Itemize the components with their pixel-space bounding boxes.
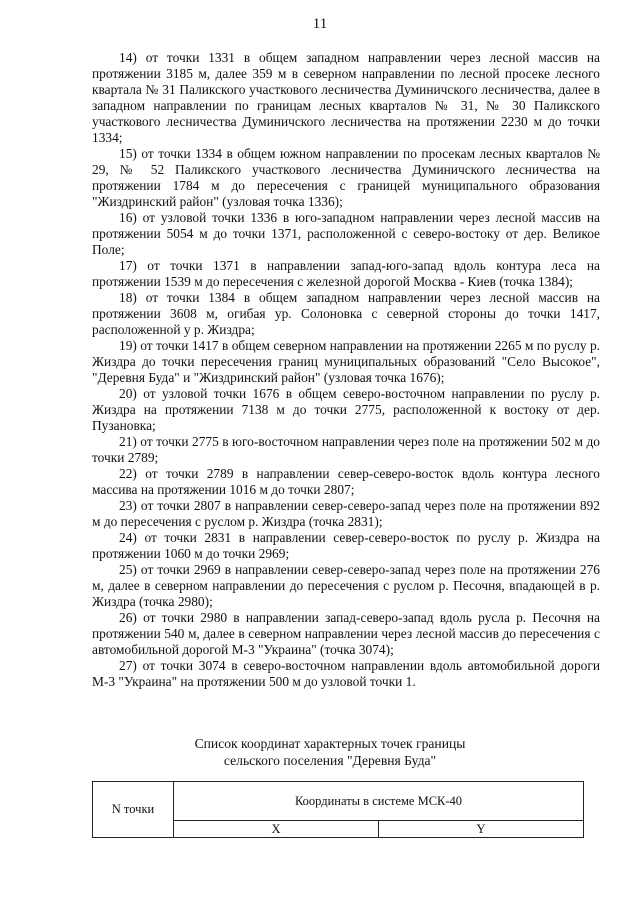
paragraph-16: 16) от узловой точки 1336 в юго-западном направлении через лесной массив на протяжении 5054 м до точки 1371, расположенной с северо-востоку от дер. Великое Поле; — [92, 210, 600, 257]
paragraph-20: 20) от узловой точки 1676 в общем северо-восточном направлении по руслу р. Жиздра на протяжении 7138 м до точки 2775, расположенной к востоку от дер. Пузановка; — [92, 386, 600, 433]
paragraph-18: 18) от точки 1384 в общем западном направлении через лесной массив на протяжении 3608 м, огибая ур. Солоновка с северной стороны до точки 1417, расположенной у р. Жиздра; — [92, 290, 600, 337]
table-caption — [150, 735, 510, 769]
paragraph-25: 25) от точки 2969 в направлении север-северо-запад через поле на протяжении 276 м, далее в северном направлении до пересечения с руслом р. Песочня, впадающей в р. Жиздра (точка 2980); — [92, 562, 600, 609]
paragraph-24: 24) от точки 2831 в направлении север-северо-восток по руслу р. Жиздра на протяжении 1060 м до точки 2969; — [92, 530, 600, 561]
paragraph-27: 27) от точки 3074 в северо-восточном направлении вдоль автомобильной дороги М-3 "Украина" на протяжении 500 м до узловой точки 1. — [92, 658, 600, 689]
coordinates-table — [92, 781, 584, 838]
paragraph-26: 26) от точки 2980 в направлении запад-северо-запад вдоль русла р. Песочня на протяжении 540 м, далее в северном направлении через лесной массив до пересечения с автомобильной дорогой М-3 "Украина" (точка 3074); — [92, 610, 600, 657]
paragraph-17: 17) от точки 1371 в направлении запад-юго-запад вдоль контура леса на протяжении 1539 м до пересечения с железной дорогой Москва - Киев (точка 1384); — [92, 258, 600, 289]
paragraph-22: 22) от точки 2789 в направлении север-северо-восток вдоль контура лесного массива на протяжении 1016 м до точки 2807; — [92, 466, 600, 497]
paragraph-14: 14) от точки 1331 в общем западном направлении через лесной массив на протяжении 3185 м, далее 359 м в северном направлении по лесной просеке лесного квартала № 31 Паликского участкового лесничества Думиничского лесничества, далее в западном направлении по границам лесных кварталов № 31, № 30 Паликского участкового лесничества Думиничского лесничества на протяжении 2230 м до точки 1334; — [92, 50, 600, 145]
caption-line-2: сельского поселения "Деревня Буда" — [223, 753, 437, 768]
header-point-number: N точки — [93, 782, 174, 838]
table-header-row — [93, 782, 584, 821]
page-number: 11 — [312, 16, 328, 32]
paragraph-21: 21) от точки 2775 в юго-восточном направлении через поле на протяжении 502 м до точки 2789; — [92, 434, 600, 465]
paragraph-15: 15) от точки 1334 в общем южном направлении по просекам лесных кварталов № 29, № 52 Паликского участкового лесничества Думиничского лесничества на протяжении 1784 м до пересечения с границей муниципального образования "Жиздринский район" (узловая точка 1336); — [92, 146, 600, 209]
header-coordinates: Координаты в системе МСК-40 — [174, 782, 584, 821]
caption-line-1: Список координат характерных точек границы — [194, 736, 466, 751]
paragraph-19: 19) от точки 1417 в общем северном направлении на протяжении 2265 м по руслу р. Жиздра до точки пересечения границ муниципальных образований "Село Высокое", "Деревня Буда" и "Жиздринский район" (узловая точка 1676); — [92, 338, 600, 385]
paragraph-23: 23) от точки 2807 в направлении север-северо-запад через поле на протяжении 892 м до пересечения с руслом р. Жиздра (точка 2831); — [92, 498, 600, 529]
document-body — [92, 50, 600, 690]
header-x: X — [174, 821, 379, 838]
header-y: Y — [378, 821, 583, 838]
